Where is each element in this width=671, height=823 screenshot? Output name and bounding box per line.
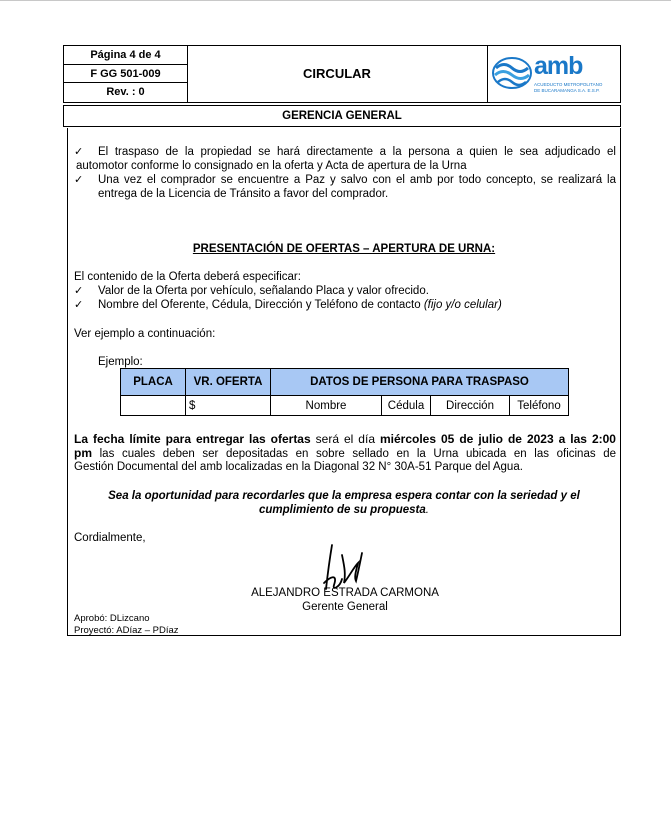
- deadline-bold: La fecha límite para entregar las ofertas: [74, 432, 311, 446]
- deadline-line-3: Gestión Documental del amb localizadas en la Diagonal 32 N° 30A-51 Parque del Agua.: [74, 461, 523, 473]
- content-item-2: [98, 298, 502, 312]
- deadline-line-1: [74, 432, 616, 446]
- section-title: PRESENTACIÓN DE OFERTAS – APERTURA DE URNA:: [192, 243, 496, 255]
- document-header: [63, 45, 621, 103]
- table-header-row: [121, 369, 569, 396]
- check-icon: ✓: [74, 146, 84, 158]
- content-intro: El contenido de la Oferta deberá especificar:: [74, 271, 301, 283]
- document-title: CIRCULAR: [187, 46, 488, 102]
- salutation: Cordialmente,: [74, 532, 146, 544]
- projected-by: Proyectó: ADíaz – PDíaz: [74, 625, 179, 636]
- example-label: Ejemplo:: [98, 356, 143, 368]
- content-item-2-italic: (fijo y/o celular): [423, 299, 502, 311]
- deadline-mid: será el día: [315, 432, 375, 446]
- bullet-1-line-2: automotor conforme lo consignado en la oferta y Acta de apertura de la Urna: [76, 160, 467, 172]
- header-placa: PLACA: [121, 369, 186, 396]
- logo-subtitle-2: DE BUCARAMANGA S.A. E.S.P.: [534, 88, 600, 93]
- page-number: Página 4 de 4: [64, 46, 187, 65]
- cell-telefono: Teléfono: [510, 396, 569, 416]
- deadline-date: miércoles 05 de julio de 2023 a las 2:00: [379, 432, 616, 446]
- table-row: [121, 396, 569, 416]
- closing-note-line-2: cumplimiento de su propuesta.: [259, 504, 429, 516]
- example-table: [120, 368, 569, 416]
- signer-role: Gerente General: [302, 601, 388, 613]
- example-intro: Ver ejemplo a continuación:: [74, 328, 216, 340]
- deadline-rest: las cuales deben ser depositadas en sobre sellado en la Urna ubicada en las oficinas de: [99, 448, 616, 460]
- cell-nombre: Nombre: [271, 396, 382, 416]
- logo-wordmark: amb: [534, 52, 583, 80]
- cell-placa: [121, 396, 186, 416]
- revision: Rev. : 0: [106, 86, 145, 99]
- header-vr-oferta: VR. OFERTA: [186, 369, 271, 396]
- header-datos-persona: DATOS DE PERSONA PARA TRASPASO: [271, 369, 569, 396]
- approved-by: Aprobó: DLizcano: [74, 613, 150, 624]
- amb-logo: [488, 46, 620, 102]
- department-title: GERENCIA GENERAL: [63, 105, 621, 127]
- document-meta: [64, 46, 188, 102]
- bullet-1-line-1: El traspaso de la propiedad se hará directamente a la persona a quien le sea adjudicado el: [98, 146, 616, 158]
- content-item-1: Valor de la Oferta por vehículo, señalando Placa y valor ofrecido.: [98, 285, 429, 297]
- check-icon: ✓: [74, 174, 84, 186]
- bullet-2-line-1: Una vez el comprador se encuentre a Paz y salvo con el amb por todo concepto, se realizará la: [98, 174, 616, 186]
- content-item-2-text: Nombre del Oferente, Cédula, Dirección y Teléfono de contacto: [98, 299, 421, 311]
- check-icon: ✓: [74, 299, 84, 311]
- cell-direccion: Dirección: [431, 396, 510, 416]
- check-icon: ✓: [74, 285, 84, 297]
- cell-vr-oferta: $: [186, 396, 271, 416]
- closing-note-line-1: Sea la oportunidad para recordarles que la empresa espera contar con la seriedad y el: [108, 490, 580, 502]
- deadline-pm: pm: [74, 446, 92, 460]
- page-top-border: [0, 0, 671, 1]
- closing-note-bold: cumplimiento de su propuesta: [259, 504, 426, 516]
- form-code: F GG 501-009: [64, 65, 187, 84]
- bullet-2-line-2: entrega de la Licencia de Tránsito a favor del comprador.: [98, 188, 389, 200]
- cell-cedula: Cédula: [382, 396, 431, 416]
- signer-name: ALEJANDRO ESTRADA CARMONA: [251, 587, 439, 599]
- deadline-line-2: [74, 446, 616, 461]
- logo-subtitle-1: ACUEDUCTO METROPOLITANO: [534, 82, 603, 87]
